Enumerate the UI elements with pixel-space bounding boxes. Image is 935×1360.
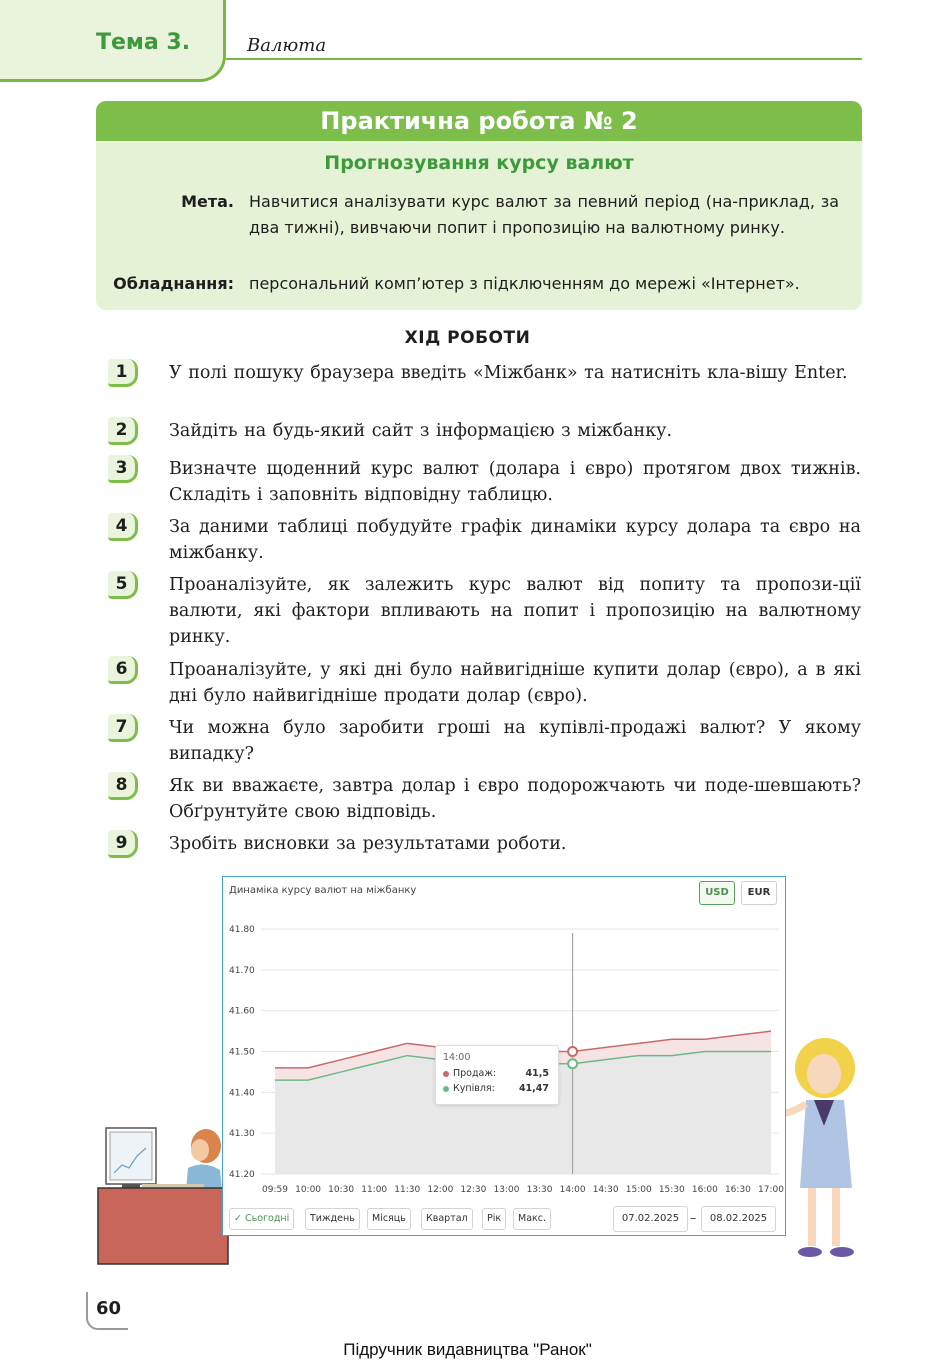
x-tick-label: 16:30: [724, 1185, 751, 1195]
y-tick-label: 41.20: [229, 1170, 255, 1180]
x-tick-label: 12:30: [460, 1185, 487, 1195]
sell-point: [568, 1047, 577, 1056]
step-text: Чи можна було заробити гроші на купівлі-продажі валют? У якому випадку?: [169, 718, 861, 764]
step-number: 2: [108, 417, 138, 445]
period-month-button[interactable]: Місяць: [367, 1208, 411, 1230]
practical-work-subtitle: Прогнозування курсу валют: [324, 152, 634, 174]
step-text: За даними таблиці побудуйте графік динаміки курсу долара та євро на міжбанку.: [169, 517, 861, 563]
x-tick-label: 14:30: [592, 1185, 619, 1195]
goal-label: Мета.: [181, 192, 234, 211]
y-tick-label: 41.50: [229, 1047, 255, 1058]
step-number: 4: [108, 513, 138, 541]
period-year-button[interactable]: Рік: [482, 1208, 506, 1230]
step-text: Проаналізуйте, у які дні було найвигідніше купити долар (євро), а в які дні було найвигідніше продати долар (євро).: [169, 660, 861, 706]
step-number: 6: [108, 656, 138, 684]
step-text: Як ви вважаєте, завтра долар і євро подорожчають чи поде-шевшають? Обґрунтуйте свою відповідь.: [169, 776, 861, 822]
usd-button[interactable]: USD: [699, 881, 735, 905]
step-number: 1: [108, 359, 138, 387]
period-today-button[interactable]: ✓ Сьогодні: [229, 1208, 294, 1230]
steps-heading: ХІД РОБОТИ: [404, 328, 531, 348]
step-number: 3: [108, 455, 138, 483]
chart-title: Динаміка курсу валют на міжбанку: [229, 885, 417, 896]
step-text: Зробіть висновки за результатами роботи.: [169, 834, 567, 854]
header-rule: [226, 58, 862, 60]
step-number: 5: [108, 571, 138, 599]
x-tick-label: 10:00: [295, 1185, 322, 1195]
y-tick-label: 41.80: [229, 925, 255, 935]
x-tick-label: 11:30: [394, 1185, 421, 1195]
y-tick-label: 41.30: [229, 1129, 255, 1140]
chart-tooltip: [435, 1045, 559, 1105]
period-quarter-button[interactable]: Квартал: [421, 1208, 473, 1230]
student-at-computer-illustration: [96, 1118, 231, 1268]
x-tick-label: 11:00: [361, 1185, 388, 1195]
x-tick-label: 16:00: [691, 1185, 718, 1195]
step-text: Проаналізуйте, як залежить курс валют від попиту та пропози-ції валюти, які фактори впливають на попит і пропозицію на валютному ринку.: [169, 575, 861, 647]
equipment-text: персональний комп’ютер з підключенням до мережі «Інтернет».: [249, 274, 800, 293]
publisher-credit: Підручник видавництва "Ранок": [343, 1340, 592, 1359]
date-to-input[interactable]: 08.02.2025: [701, 1206, 776, 1232]
tooltip-buy-value: 41,47: [518, 1083, 549, 1094]
step-number: 8: [108, 772, 138, 800]
y-tick-label: 41.40: [229, 1088, 255, 1099]
period-max-button[interactable]: Макс.: [513, 1208, 551, 1230]
step-text: Визначте щоденний курс валют (долара і євро) протягом двох тижнів. Складіть і заповніть відповідну таблицю.: [169, 459, 861, 505]
buy-dot-icon: [443, 1086, 449, 1092]
exchange-rate-chart-widget: [222, 876, 786, 1236]
tooltip-time: 14:00: [443, 1052, 471, 1063]
x-tick-label: 13:00: [493, 1185, 520, 1195]
equipment-label: Обладнання:: [113, 274, 234, 293]
sell-dot-icon: [443, 1071, 449, 1077]
y-tick-label: 41.60: [229, 1006, 255, 1017]
topic-label: Тема 3.: [96, 30, 191, 55]
tooltip-sell-value: 41,5: [525, 1068, 549, 1079]
tooltip-sell-label: Продаж:: [453, 1068, 497, 1079]
step-number: 7: [108, 714, 138, 742]
topic-name: Валюта: [247, 35, 327, 56]
buy-point: [568, 1059, 577, 1068]
goal-text: Навчитися аналізувати курс валют за певний період (на-приклад, за два тижні), вивчаючи попит і пропозицію на валютному ринку.: [249, 192, 839, 237]
x-tick-label: 14:00: [559, 1185, 586, 1195]
eur-button[interactable]: EUR: [741, 881, 777, 905]
y-tick-label: 41.70: [229, 965, 255, 976]
step-text: У полі пошуку браузера введіть «Міжбанк» та натисніть кла-вішу Enter.: [169, 363, 848, 383]
tooltip-buy-row: [443, 1083, 555, 1094]
step-number: 9: [108, 830, 138, 858]
practical-work-box: [96, 101, 862, 310]
x-tick-label: 15:00: [625, 1185, 652, 1195]
x-tick-label: 12:00: [427, 1185, 454, 1195]
x-tick-label: 17:00: [758, 1185, 784, 1195]
x-tick-label: 10:30: [328, 1185, 355, 1195]
period-week-button[interactable]: Тиждень: [305, 1208, 360, 1230]
x-tick-label: 13:30: [526, 1185, 553, 1195]
step-text: Зайдіть на будь-який сайт з інформацією з міжбанку.: [169, 421, 673, 441]
tooltip-sell-row: [443, 1068, 555, 1079]
page-number: 60: [96, 1298, 122, 1319]
x-tick-label: 09:59: [262, 1185, 288, 1195]
x-tick-label: 15:30: [658, 1185, 685, 1195]
date-from-input[interactable]: 07.02.2025: [613, 1206, 688, 1232]
tooltip-buy-label: Купівля:: [453, 1083, 495, 1094]
date-range-dash: –: [690, 1211, 696, 1225]
practical-work-title: Практична робота № 2: [96, 101, 862, 141]
